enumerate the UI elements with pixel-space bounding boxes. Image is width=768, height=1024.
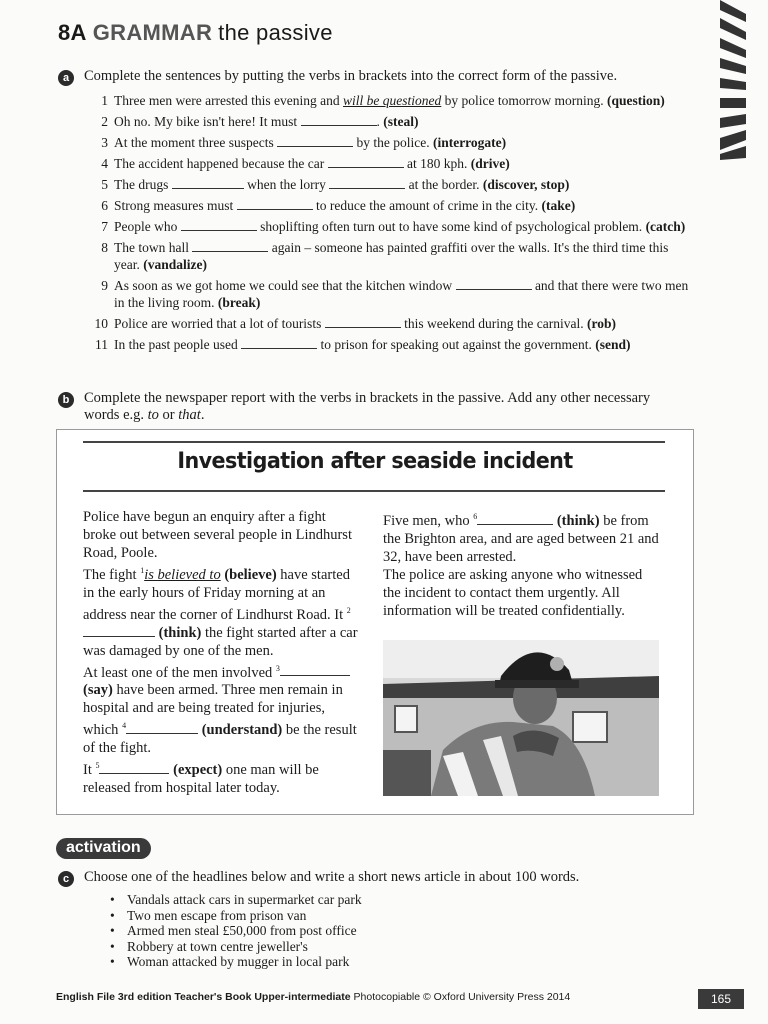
list-item: 6 Strong measures must to reduce the amount of crime in the city. (take) (101, 198, 576, 213)
example-answer: will be questioned (343, 93, 442, 108)
list-item: 1 Three men were arrested this evening and will be questioned by police tomorrow morning. (question) (101, 93, 665, 108)
answer-blank[interactable] (301, 114, 377, 126)
list-item: 7 People who shoplifting often turn out to have some kind of psychological problem. (catch) (101, 219, 686, 234)
answer-blank[interactable] (192, 240, 268, 252)
list-item: • Woman attacked by mugger in local park (110, 954, 362, 970)
topic-label: the passive (218, 20, 333, 45)
exercise-a-instruction: Complete the sentences by putting the verbs in brackets into the correct form of the passive. (84, 68, 618, 84)
answer-blank[interactable] (83, 625, 155, 637)
exercise-b-marker: b (58, 392, 74, 408)
divider (83, 490, 665, 492)
answer-blank[interactable] (99, 762, 169, 774)
answer-blank[interactable] (237, 198, 313, 210)
list-item: 8 The town hall again – someone has painted graffiti over the walls. It's the third time this year. (vandalize) (101, 240, 669, 272)
list-item: 9 As soon as we got home we could see that the kitchen window and that there were two men in the living room. (break) (101, 278, 689, 310)
police-officer-photo (383, 640, 659, 796)
example-answer: is believed to (144, 566, 221, 583)
exercise-a-marker: a (58, 70, 74, 86)
divider (83, 441, 665, 443)
list-item: 2 Oh no. My bike isn't here! It must . (steal) (101, 114, 419, 129)
answer-blank[interactable] (126, 722, 198, 734)
section-label: GRAMMAR (92, 20, 213, 45)
exercise-a-list (84, 92, 694, 357)
list-item: 5 The drugs when the lorry at the border. (discover, stop) (101, 177, 570, 192)
answer-blank[interactable] (329, 177, 405, 189)
list-item: • Two men escape from prison van (110, 908, 362, 924)
unit-code: 8A (58, 20, 87, 45)
answer-blank[interactable] (325, 316, 401, 328)
page-number: 165 (698, 989, 744, 1009)
list-item: 4 The accident happened because the car at 180 kph. (drive) (101, 156, 510, 171)
answer-blank[interactable] (181, 219, 257, 231)
article-column-right: Five men, who $^6$ (think) be from the Brighton area, and are aged between 21 and 32, have been arrested. The police are asking anyone who witnessed the incident to contact them urgently. All information will be treated confidentially. (383, 512, 659, 619)
page-title (58, 20, 333, 46)
exercise-c-marker: c (58, 871, 74, 887)
answer-blank[interactable] (477, 513, 553, 525)
list-item: 11 In the past people used to prison for speaking out against the government. (send) (95, 337, 631, 352)
newspaper-article (56, 429, 694, 815)
answer-blank[interactable] (241, 337, 317, 349)
footer-credit: English File 3rd edition Teacher's Book Upper-intermediate Photocopiable © Oxford University Press 2014 (56, 991, 571, 1003)
list-item: 3 At the moment three suspects by the police. (interrogate) (101, 135, 507, 150)
list-item: • Vandals attack cars in supermarket car park (110, 892, 362, 908)
activation-label: activation (56, 838, 151, 859)
answer-blank[interactable] (172, 177, 244, 189)
answer-blank[interactable] (280, 664, 350, 676)
answer-blank[interactable] (456, 278, 532, 290)
answer-blank[interactable] (328, 156, 404, 168)
headline-list (110, 892, 362, 970)
article-column-left: Police have begun an enquiry after a fight broke out between several people in Lindhurst Road, Poole. The fight $^1$is believed to (believe) have started in the early hours of Friday morning at an address near the corner of Lindhurst Road. It $^2$ (think) the fight started after a car was damaged by one of the men. At least one of the men involved $^3$ (say) have been armed. Three men remain in hospital and are being treated for injuries, which $^4$ (understand) be the result of the fight. It $^5$ (expect) one man will be released from hospital later today. (83, 509, 358, 797)
list-item: • Armed men steal £50,000 from post office (110, 923, 362, 939)
exercise-b-instruction: Complete the newspaper report with the verbs in brackets in the passive. Add any other necessary words e.g. to or that. (84, 390, 651, 423)
decorative-stripes-icon (720, 0, 746, 160)
list-item: • Robbery at town centre jeweller's (110, 939, 362, 955)
exercise-c-instruction: Choose one of the headlines below and write a short news article in about 100 words. (84, 869, 580, 885)
article-headline: Investigation after seaside incident (177, 449, 573, 474)
list-item: 10 Police are worried that a lot of tourists this weekend during the carnival. (rob) (94, 316, 617, 331)
answer-blank[interactable] (277, 135, 353, 147)
